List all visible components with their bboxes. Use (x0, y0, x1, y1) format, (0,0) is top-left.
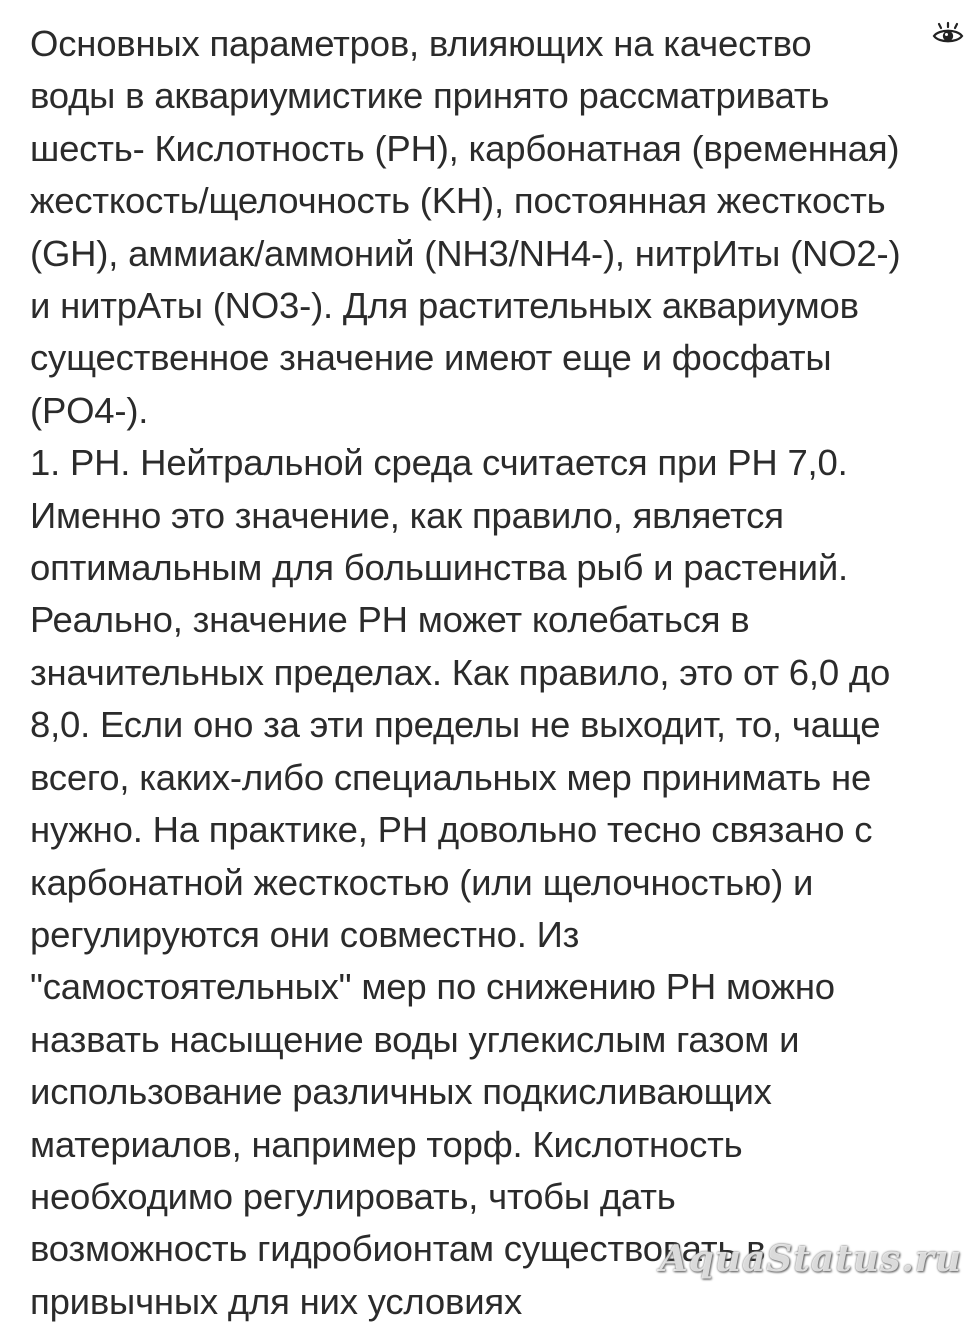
text-line: материалов, например торф. Кислотность (30, 1123, 743, 1165)
text-line: регулируются они совместно. Из (30, 913, 580, 955)
text-line: жесткость/щелочность (KH), постоянная жесткость (30, 180, 886, 222)
text-line: возможность гидробионтам существовать в (30, 1228, 766, 1270)
text-line: нужно. На практике, PH довольно тесно связано с (30, 809, 873, 851)
text-line: (PO4-). (30, 389, 149, 431)
text-line: существенное значение имеют еще и фосфаты (30, 337, 832, 379)
text-line: Основных параметров, влияющих на качество (30, 23, 812, 64)
text-line: значительных пределах. Как правило, это от 6,0 до (30, 651, 891, 693)
text-line: "самостоятельных" мер по снижению PH можно (30, 966, 835, 1008)
text-line: шесть- Кислотность (PH), карбонатная (временная) (30, 127, 900, 169)
text-line: назвать насыщение воды углекислым газом и (30, 1018, 800, 1060)
article-text (30, 18, 940, 1328)
text-line: Реально, значение PH может колебаться в (30, 599, 750, 641)
text-line: 1. PH. Нейтральной среда считается при PH 7,0. (30, 442, 848, 484)
text-line: привычных для них условиях (30, 1280, 523, 1322)
text-line: 8,0. Если оно за эти пределы не выходит, то, чаще (30, 704, 881, 746)
text-line: карбонатной жесткостью (или щелочностью) и (30, 861, 814, 903)
text-line: и нитрАты (NO3-). Для растительных аквариумов (30, 285, 859, 327)
text-line: оптимальным для большинства рыб и растений. (30, 547, 848, 589)
text-line: воды в аквариумистике принято рассматривать (30, 75, 830, 117)
watermark-logo: AquaStatus.ru (659, 1238, 962, 1280)
eye-icon[interactable] (930, 20, 966, 50)
text-line: использование различных подкисливающих (30, 1071, 772, 1113)
text-line: всего, каких-либо специальных мер принимать не (30, 756, 872, 798)
text-line: (GH), аммиак/аммоний (NH3/NH4-), нитрИты (NO2-) (30, 232, 901, 274)
text-line: Именно это значение, как правило, является (30, 494, 784, 536)
text-line: необходимо регулировать, чтобы дать (30, 1175, 676, 1217)
